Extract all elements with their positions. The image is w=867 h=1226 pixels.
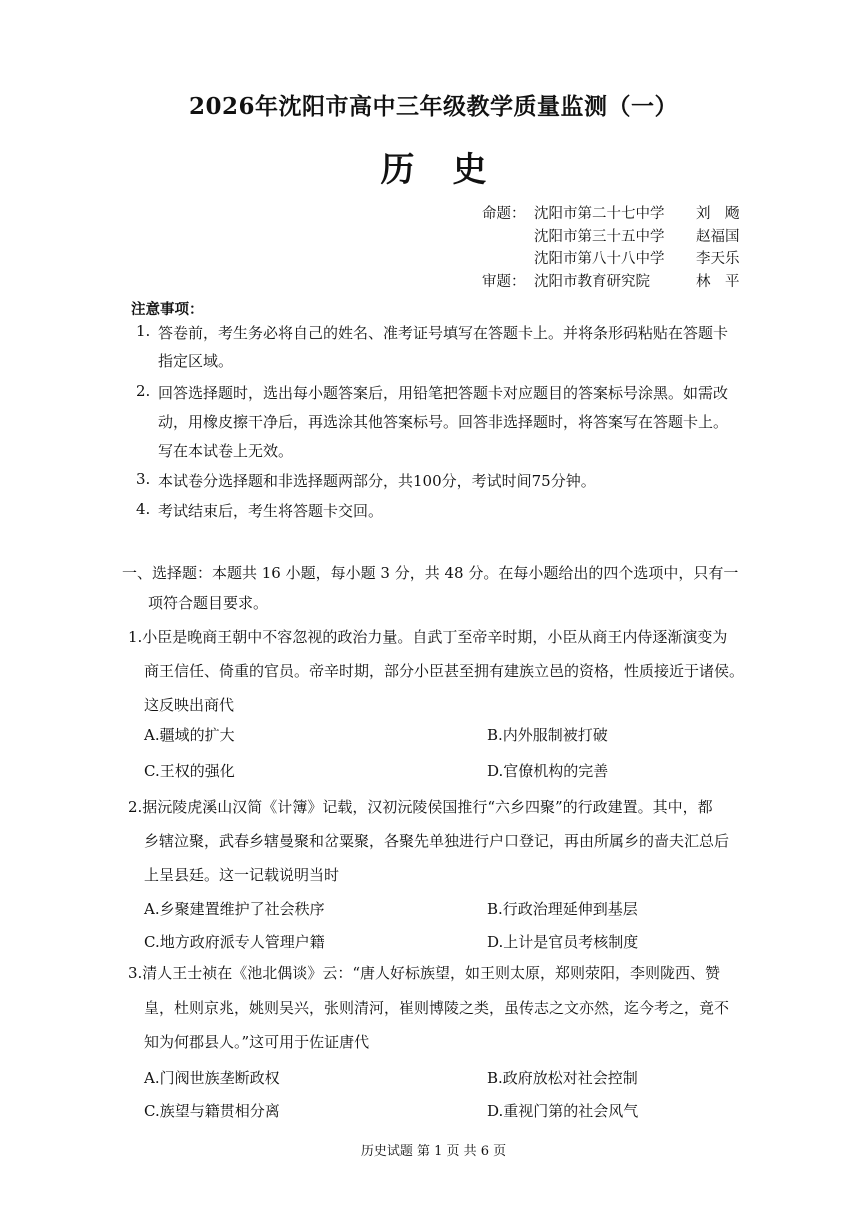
- question-3-line: 知为何郡县人。”这可用于佐证唐代: [144, 1033, 370, 1051]
- question-1-line: 1.小臣是晚商王朝中不容忽视的政治力量。自武丁至帝辛时期，小臣从商王内侍逐渐演变为: [128, 628, 728, 646]
- notes-heading: 注意事项：: [131, 301, 204, 318]
- credit-line: [482, 202, 752, 222]
- question-2-option-a[interactable]: A.乡聚建置维护了社会秩序: [144, 900, 325, 918]
- question-3-option-a[interactable]: A.门阀世族垄断政权: [144, 1069, 280, 1087]
- question-2-option-c[interactable]: C.地方政府派专人管理户籍: [144, 933, 325, 951]
- question-1-option-a[interactable]: A.疆域的扩大: [144, 726, 235, 744]
- note-line: 动，用橡皮擦干净后，再选涂其他答案标号。回答非选择题时，将答案写在答题卡上。: [158, 413, 729, 431]
- credit-label: 审题：: [482, 274, 526, 290]
- credit-person: 李天乐: [696, 251, 740, 267]
- note-number: 4.: [136, 500, 151, 518]
- credit-org: 沈阳市第八十八中学: [534, 251, 665, 267]
- question-1-option-b[interactable]: B.内外服制被打破: [487, 726, 608, 744]
- question-1-line: 这反映出商代: [144, 696, 235, 714]
- section-heading: 一、选择题：本题共 16 小题，每小题 3 分，共 48 分。在每小题给出的四个选项中，只有一: [122, 564, 739, 582]
- note-line: 答卷前，考生务必将自己的姓名、准考证号填写在答题卡上。并将条形码粘贴在答题卡: [158, 324, 729, 342]
- section-heading-cont: 项符合题目要求。: [148, 594, 269, 612]
- question-1-option-d[interactable]: D.官僚机构的完善: [487, 762, 609, 780]
- credit-org: 沈阳市教育研究院: [534, 274, 650, 290]
- question-2-line: 2.据沅陵虎溪山汉简《计簿》记载，汉初沅陵侯国推行“六乡四聚”的行政建置。其中，都: [128, 798, 713, 816]
- credit-line: [482, 225, 752, 245]
- note-line: 回答选择题时，选出每小题答案后，用铅笔把答题卡对应题目的答案标号涂黑。如需改: [158, 384, 729, 402]
- page-footer: 历史试题 第 1 页 共 6 页: [360, 1144, 507, 1159]
- note-number: 3.: [136, 470, 151, 488]
- question-3-line: 3.清人王士祯在《池北偶谈》云：“唐人好标族望，如王则太原，郑则荥阳，李则陇西、赞: [128, 964, 720, 982]
- question-3-option-d[interactable]: D.重视门第的社会风气: [487, 1102, 639, 1120]
- credit-org: 沈阳市第三十五中学: [534, 229, 665, 245]
- note-number: 2.: [136, 382, 151, 400]
- credit-person: 刘 飏: [696, 206, 740, 222]
- credit-label: 命题：: [482, 206, 526, 222]
- note-line: 写在本试卷上无效。: [158, 442, 294, 460]
- note-line: 本试卷分选择题和非选择题两部分，共100分，考试时间75分钟。: [158, 472, 596, 490]
- note-number: 1.: [136, 322, 151, 340]
- exam-title: 2026年沈阳市高中三年级教学质量监测（一）: [188, 93, 678, 120]
- note-line: 考试结束后，考生将答题卡交回。: [158, 502, 384, 520]
- question-3-option-b[interactable]: B.政府放松对社会控制: [487, 1069, 638, 1087]
- credit-org: 沈阳市第二十七中学: [534, 206, 665, 222]
- question-1-line: 商王信任、倚重的官员。帝辛时期，部分小臣甚至拥有建族立邑的资格，性质接近于诸侯。: [144, 662, 745, 680]
- credit-person: 林 平: [696, 274, 740, 290]
- credit-line: [482, 270, 752, 290]
- question-2-line: 上呈县廷。这一记载说明当时: [144, 866, 340, 884]
- credit-person: 赵福国: [696, 229, 740, 245]
- question-2-option-b[interactable]: B.行政治理延伸到基层: [487, 900, 638, 918]
- subject-title: 历史: [380, 150, 525, 190]
- question-3-option-c[interactable]: C.族望与籍贯相分离: [144, 1102, 280, 1120]
- note-line: 指定区域。: [158, 352, 234, 370]
- credit-line: [482, 247, 752, 267]
- question-1-option-c[interactable]: C.王权的强化: [144, 762, 235, 780]
- question-2-option-d[interactable]: D.上计是官员考核制度: [487, 933, 639, 951]
- question-2-line: 乡辖泣聚，武春乡辖曼聚和岔粟聚，各聚先单独进行户口登记，再由所属乡的啬夫汇总后: [144, 832, 730, 850]
- question-3-line: 皇，杜则京兆，姚则吴兴，张则清河，崔则博陵之类，虽传志之文亦然，迄今考之，竟不: [144, 999, 730, 1017]
